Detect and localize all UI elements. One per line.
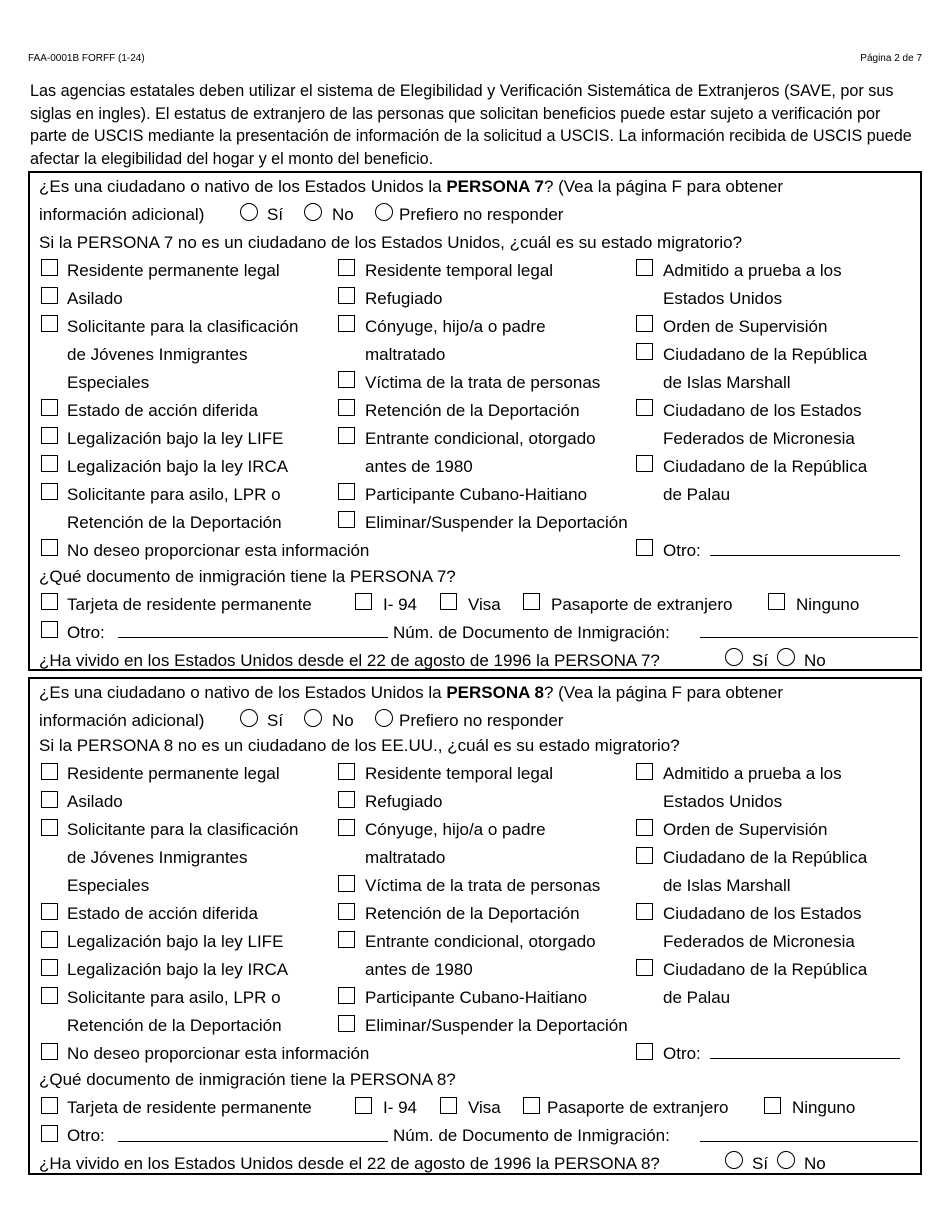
- person-8-section: [28, 677, 922, 1175]
- document-question: ¿Qué documento de inmigración tiene la PERSONA 7?: [39, 567, 456, 586]
- status-option-label: Legalización bajo la ley IRCA: [67, 960, 289, 979]
- status-temporary-checkbox[interactable]: [338, 763, 355, 780]
- status-option-label: Admitido a prueba a los: [663, 261, 842, 280]
- status-option-label: de Islas Marshall: [663, 876, 791, 895]
- doc-other-label: Otro:: [67, 1126, 105, 1145]
- citizen-no-label: No: [332, 205, 354, 224]
- citizen-no-label: No: [332, 711, 354, 730]
- doc-other-label: Otro:: [67, 623, 105, 642]
- residence-si-label: Sí: [752, 651, 769, 670]
- status-option-label: Estados Unidos: [663, 289, 783, 308]
- status-irca-checkbox[interactable]: [41, 455, 58, 472]
- citizen-si-radio[interactable]: [240, 203, 258, 221]
- status-option-label: Solicitante para asilo, LPR o: [67, 988, 281, 1007]
- status-parolee-checkbox[interactable]: [636, 763, 653, 780]
- status-option-label: Federados de Micronesia: [663, 932, 855, 951]
- status-conditional-entrant-checkbox[interactable]: [338, 931, 355, 948]
- status-other-label: Otro:: [663, 541, 701, 560]
- doc-number-input[interactable]: [700, 637, 918, 638]
- status-option-label: Participante Cubano-Haitiano: [365, 485, 588, 504]
- doc-passport-checkbox[interactable]: [523, 593, 540, 610]
- citizen-prefer-not-radio[interactable]: [375, 203, 393, 221]
- doc-passport-label: Pasaporte de extranjero: [547, 1098, 729, 1117]
- status-asylum-applicant-checkbox[interactable]: [41, 483, 58, 500]
- residence-question: ¿Ha vivido en los Estados Unidos desde el 22 de agosto de 1996 la PERSONA 8?: [39, 1154, 660, 1173]
- status-option-label: Ciudadano de la República: [663, 848, 868, 867]
- doc-other-checkbox[interactable]: [41, 1125, 58, 1142]
- status-option-label: Asilado: [67, 289, 123, 308]
- status-option-label: de Palau: [663, 988, 731, 1007]
- status-option-label: maltratado: [365, 848, 446, 867]
- status-option-label: Estados Unidos: [663, 792, 783, 811]
- status-micronesia-checkbox[interactable]: [636, 903, 653, 920]
- status-option-label: Cónyuge, hijo/a o padre: [365, 317, 546, 336]
- residence-no-label: No: [804, 1154, 826, 1173]
- status-other-input[interactable]: [710, 1058, 900, 1059]
- doc-none-checkbox[interactable]: [768, 593, 785, 610]
- citizen-si-radio[interactable]: [240, 709, 258, 727]
- status-option-label: Eliminar/Suspender la Deportación: [365, 1016, 628, 1035]
- status-option-label: Residente permanente legal: [67, 764, 280, 783]
- doc-green-card-label: Tarjeta de residente permanente: [67, 595, 312, 614]
- status-option-label: Legalización bajo la ley IRCA: [67, 457, 289, 476]
- status-option-label: maltratado: [365, 345, 446, 364]
- status-irca-checkbox[interactable]: [41, 959, 58, 976]
- status-withholding-checkbox[interactable]: [338, 399, 355, 416]
- status-asylee-checkbox[interactable]: [41, 791, 58, 808]
- status-option-label: Refugiado: [365, 792, 443, 811]
- status-cuban-haitian-checkbox[interactable]: [338, 987, 355, 1004]
- status-lpr-checkbox[interactable]: [41, 763, 58, 780]
- doc-number-label: Núm. de Documento de Inmigración:: [393, 1126, 670, 1145]
- status-question: Si la PERSONA 8 no es un ciudadano de los EE.UU., ¿cuál es su estado migratorio?: [39, 736, 680, 755]
- status-marshall-checkbox[interactable]: [636, 847, 653, 864]
- status-decline-checkbox[interactable]: [41, 539, 58, 556]
- status-cancel-removal-checkbox[interactable]: [338, 1015, 355, 1032]
- residence-si-label: Sí: [752, 1154, 769, 1173]
- status-option-label: Legalización bajo la ley LIFE: [67, 429, 284, 448]
- status-option-label: Entrante condicional, otorgado: [365, 429, 596, 448]
- status-lpr-checkbox[interactable]: [41, 259, 58, 276]
- doc-i94-label: I- 94: [383, 1098, 418, 1117]
- citizen-question-line2: información adicional): [39, 711, 205, 730]
- doc-visa-checkbox[interactable]: [440, 593, 457, 610]
- status-asylee-checkbox[interactable]: [41, 287, 58, 304]
- status-option-label: Retención de la Deportación: [365, 904, 580, 923]
- doc-visa-label: Visa: [468, 1098, 501, 1117]
- doc-other-input[interactable]: [118, 637, 388, 638]
- doc-none-label: Ninguno: [796, 595, 860, 614]
- status-option-label: antes de 1980: [365, 960, 473, 979]
- status-other-input[interactable]: [710, 555, 900, 556]
- status-option-label: Asilado: [67, 792, 123, 811]
- status-battered-checkbox[interactable]: [338, 819, 355, 836]
- status-asylum-applicant-checkbox[interactable]: [41, 987, 58, 1004]
- status-option-label: de Palau: [663, 485, 731, 504]
- status-palau-checkbox[interactable]: [636, 959, 653, 976]
- status-sij-checkbox[interactable]: [41, 819, 58, 836]
- status-option-label: Legalización bajo la ley LIFE: [67, 932, 284, 951]
- citizen-prefer-not-label: Prefiero no responder: [399, 205, 564, 224]
- status-micronesia-checkbox[interactable]: [636, 399, 653, 416]
- status-option-label: de Jóvenes Inmigrantes: [67, 345, 248, 364]
- status-other-label: Otro:: [663, 1044, 701, 1063]
- status-option-label: Admitido a prueba a los: [663, 764, 842, 783]
- status-supervision-checkbox[interactable]: [636, 315, 653, 332]
- status-battered-checkbox[interactable]: [338, 315, 355, 332]
- status-option-label: Participante Cubano-Haitiano: [365, 988, 588, 1007]
- status-refugee-checkbox[interactable]: [338, 791, 355, 808]
- citizen-si-label: Sí: [267, 205, 284, 224]
- status-decline-checkbox[interactable]: [41, 1043, 58, 1060]
- status-option-label: Solicitante para asilo, LPR o: [67, 485, 281, 504]
- residence-no-radio[interactable]: [777, 648, 795, 666]
- status-conditional-entrant-checkbox[interactable]: [338, 427, 355, 444]
- status-option-label: antes de 1980: [365, 457, 473, 476]
- page-number: Página 2 de 7: [860, 53, 922, 64]
- status-trafficking-checkbox[interactable]: [338, 371, 355, 388]
- status-other-checkbox[interactable]: [636, 539, 653, 556]
- status-option-label: Víctima de la trata de personas: [365, 876, 601, 895]
- status-option-label: Residente temporal legal: [365, 261, 554, 280]
- doc-none-checkbox[interactable]: [764, 1097, 781, 1114]
- status-option-label: Víctima de la trata de personas: [365, 373, 601, 392]
- citizen-question: ¿Es una ciudadano o nativo de los Estados Unidos la PERSONA 7? (Vea la página F para obtener: [39, 177, 784, 196]
- status-option-label: No deseo proporcionar esta información: [67, 1044, 370, 1063]
- status-life-checkbox[interactable]: [41, 427, 58, 444]
- residence-no-label: No: [804, 651, 826, 670]
- intro-paragraph: Las agencias estatales deben utilizar el sistema de Elegibilidad y Verificación Sistemática de Extranjeros (SAVE, por sus siglas en ingles). El estatus de extranjero de las personas que solicitan beneficios puede estar sujeto a verificación por parte de USCIS mediante la presentación de información de la solicitud a USCIS. La información recibida de USCIS puede afectar la elegibilidad del hogar y el monto del beneficio.: [30, 82, 912, 168]
- status-question: Si la PERSONA 7 no es un ciudadano de los Estados Unidos, ¿cuál es su estado migratorio?: [39, 233, 743, 252]
- doc-number-input[interactable]: [700, 1141, 918, 1142]
- doc-visa-label: Visa: [468, 595, 501, 614]
- status-option-label: de Jóvenes Inmigrantes: [67, 848, 248, 867]
- citizen-question: ¿Es una ciudadano o nativo de los Estados Unidos la PERSONA 8? (Vea la página F para obtener: [39, 683, 784, 702]
- status-option-label: Orden de Supervisión: [663, 317, 828, 336]
- residence-si-radio[interactable]: [725, 648, 743, 666]
- doc-green-card-checkbox[interactable]: [41, 593, 58, 610]
- doc-other-input[interactable]: [118, 1141, 388, 1142]
- status-refugee-checkbox[interactable]: [338, 287, 355, 304]
- status-option-label: Entrante condicional, otorgado: [365, 932, 596, 951]
- doc-i94-checkbox[interactable]: [355, 593, 372, 610]
- status-option-label: Orden de Supervisión: [663, 820, 828, 839]
- doc-green-card-checkbox[interactable]: [41, 1097, 58, 1114]
- status-deferred-checkbox[interactable]: [41, 903, 58, 920]
- doc-passport-label: Pasaporte de extranjero: [551, 595, 733, 614]
- status-sij-checkbox[interactable]: [41, 315, 58, 332]
- status-option-label: Residente temporal legal: [365, 764, 554, 783]
- residence-no-radio[interactable]: [777, 1151, 795, 1169]
- form-id: FAA-0001B FORFF (1-24): [28, 53, 145, 64]
- status-option-label: Refugiado: [365, 289, 443, 308]
- citizen-no-radio[interactable]: [304, 203, 322, 221]
- status-parolee-checkbox[interactable]: [636, 259, 653, 276]
- status-option-label: Retención de la Deportación: [67, 1016, 282, 1035]
- status-option-label: Especiales: [67, 876, 150, 895]
- citizen-no-radio[interactable]: [304, 709, 322, 727]
- status-withholding-checkbox[interactable]: [338, 903, 355, 920]
- status-option-label: Solicitante para la clasificación: [67, 317, 299, 336]
- status-life-checkbox[interactable]: [41, 931, 58, 948]
- citizen-question-line2: información adicional): [39, 205, 205, 224]
- status-option-label: No deseo proporcionar esta información: [67, 541, 370, 560]
- status-trafficking-checkbox[interactable]: [338, 875, 355, 892]
- doc-none-label: Ninguno: [792, 1098, 856, 1117]
- doc-green-card-label: Tarjeta de residente permanente: [67, 1098, 312, 1117]
- residence-question: ¿Ha vivido en los Estados Unidos desde el 22 de agosto de 1996 la PERSONA 7?: [39, 651, 660, 670]
- status-palau-checkbox[interactable]: [636, 455, 653, 472]
- status-option-label: Retención de la Deportación: [67, 513, 282, 532]
- status-cancel-removal-checkbox[interactable]: [338, 511, 355, 528]
- status-option-label: Ciudadano de la República: [663, 457, 868, 476]
- status-option-label: Retención de la Deportación: [365, 401, 580, 420]
- person-7-section: [28, 171, 922, 671]
- status-option-label: Residente permanente legal: [67, 261, 280, 280]
- status-temporary-checkbox[interactable]: [338, 259, 355, 276]
- doc-visa-checkbox[interactable]: [440, 1097, 457, 1114]
- status-option-label: Cónyuge, hijo/a o padre: [365, 820, 546, 839]
- status-option-label: Especiales: [67, 373, 150, 392]
- status-marshall-checkbox[interactable]: [636, 343, 653, 360]
- doc-other-checkbox[interactable]: [41, 621, 58, 638]
- residence-si-radio[interactable]: [725, 1151, 743, 1169]
- status-deferred-checkbox[interactable]: [41, 399, 58, 416]
- doc-i94-checkbox[interactable]: [355, 1097, 372, 1114]
- status-option-label: Ciudadano de la República: [663, 345, 868, 364]
- document-question: ¿Qué documento de inmigración tiene la PERSONA 8?: [39, 1070, 456, 1089]
- status-cuban-haitian-checkbox[interactable]: [338, 483, 355, 500]
- status-option-label: Ciudadano de los Estados: [663, 904, 862, 923]
- status-option-label: Estado de acción diferida: [67, 401, 258, 420]
- doc-number-label: Núm. de Documento de Inmigración:: [393, 623, 670, 642]
- doc-i94-label: I- 94: [383, 595, 418, 614]
- status-option-label: Federados de Micronesia: [663, 429, 855, 448]
- citizen-prefer-not-label: Prefiero no responder: [399, 711, 564, 730]
- status-option-label: Estado de acción diferida: [67, 904, 258, 923]
- status-option-label: Ciudadano de la República: [663, 960, 868, 979]
- status-other-checkbox[interactable]: [636, 1043, 653, 1060]
- citizen-prefer-not-radio[interactable]: [375, 709, 393, 727]
- status-option-label: Eliminar/Suspender la Deportación: [365, 513, 628, 532]
- status-option-label: de Islas Marshall: [663, 373, 791, 392]
- status-supervision-checkbox[interactable]: [636, 819, 653, 836]
- citizen-si-label: Sí: [267, 711, 284, 730]
- status-option-label: Solicitante para la clasificación: [67, 820, 299, 839]
- status-option-label: Ciudadano de los Estados: [663, 401, 862, 420]
- doc-passport-checkbox[interactable]: [523, 1097, 540, 1114]
